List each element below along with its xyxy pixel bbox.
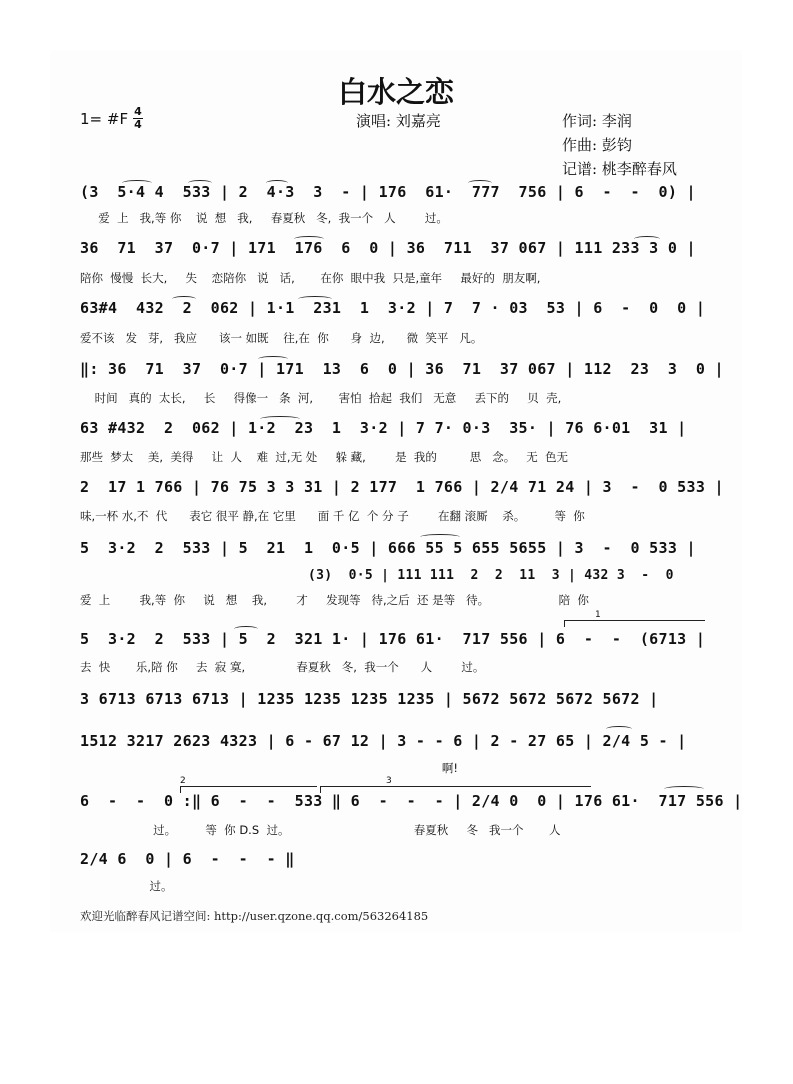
notation-line-11: 6 - - 0 :‖ 6 - - 533 ‖ 6 - - - | 2/4 0 0 | 176 61· 717 556 | (80, 792, 743, 810)
notation-line-1: (3 5·4 4 533 | 2 4·3 3 - | 176 61· 777 756 | 6 - - 0) | (80, 183, 696, 201)
slur-mark (420, 534, 460, 540)
slur-mark (606, 726, 632, 732)
slur-mark (172, 296, 196, 302)
singer-credit: 演唱: 刘嘉亮 (356, 112, 441, 130)
score-page (50, 50, 742, 932)
lyric-line-4: 时间 真的 太长, 长 得像一 条 河, 害怕 拾起 我们 无意 丢下的 贝 壳, (80, 391, 562, 405)
time-signature (133, 106, 143, 131)
notation-line-8: 5 3·2 2 533 | 5 2 321 1· | 176 61· 717 556 | 6 - - (6713 | (80, 630, 706, 648)
lyric-line-6: 味,一杯 水,不 代 表它 很平 静,在 它里 面 千 亿 个 分 子 在翻 滚厮 杀。 等 你 (80, 509, 585, 523)
notation-line-10: 1512 3217 2623 4323 | 6 - 67 12 | 3 - - 6 | 2 - 27 65 | 2/4 5 - | (80, 732, 687, 750)
lyric-line-5: 那些 梦太 美, 美得 让 人 难 过,无 处 躲 藏, 是 我的 思 念。 无 色无 (80, 450, 569, 464)
lyric-line-10: 啊! (80, 761, 459, 775)
footer-note: 欢迎光临醉春风记谱空间: http://user.qzone.qq.com/563264185 (80, 909, 429, 923)
notation-line-5: 63 #432 2 062 | 1·2 23 1 3·2 | 7 7· 0·3 35· | 76 6·01 31 | (80, 419, 687, 437)
lyric-line-8: 去 快 乐,陪 你 去 寂 寞, 春夏秋 冬, 我一个 人 过。 (80, 660, 485, 674)
slur-mark (468, 180, 492, 186)
transcriber-credit: 记谱: 桃李醉春风 (562, 160, 677, 178)
song-title: 白水之恋 (337, 75, 454, 109)
slur-mark (634, 236, 660, 242)
slur-mark (122, 180, 152, 186)
notation-line-2: 36 71 37 0·7 | 171 176 6 0 | 36 711 37 067 | 111 233 3 0 | (80, 239, 696, 257)
slur-mark (188, 180, 212, 186)
lyric-line-2: 陪你 慢慢 长大, 失 恋陪你 说 话, 在你 眼中我 只是,童年 最好的 朋友啊, (80, 271, 541, 285)
time-signature-top: 4 (134, 105, 142, 118)
time-signature-bottom: 4 (134, 118, 142, 131)
notation-line-4: ‖: 36 71 37 0·7 | 171 13 6 0 | 36 71 37 067 | 112 23 3 0 | (80, 360, 724, 378)
slur-mark (298, 296, 332, 302)
notation-line-7: 5 3·2 2 533 | 5 21 1 0·5 | 666 55 5 655 5655 | 3 - 0 533 | (80, 539, 696, 557)
slur-mark (664, 786, 704, 792)
lyric-line-3: 爱不该 发 芽, 我应 该一 如既 往,在 你 身 边, 微 笑平 凡。 (80, 331, 483, 345)
volta-label-1: 2 (180, 776, 186, 786)
lyric-line-11: 过。 等 你 D.S 过。 春夏秋 冬 我一个 人 (80, 823, 561, 837)
notation-line-6: 2 17 1 766 | 76 75 3 3 31 | 2 177 1 766 | 2/4 71 24 | 3 - 0 533 | (80, 478, 724, 496)
lyric-line-7: 爱 上 我,等 你 说 想 我, 才 发现等 待,之后 还 是等 待。 陪 你 (80, 593, 589, 607)
volta-bracket-1 (564, 620, 705, 627)
lyric-line-1: 爱 上 我,等 你 说 想 我, 春夏秋 冬, 我一个 人 过。 (80, 211, 448, 225)
notation-line-7-alternate: (3) 0·5 | 111 111 2 2 11 3 | 432 3 - 0 (308, 568, 674, 583)
composer-credit: 作曲: 彭钧 (562, 136, 632, 154)
notation-line-12: 2/4 6 0 | 6 - - - ‖ (80, 850, 295, 868)
lyric-line-12: 过。 (80, 879, 173, 893)
slur-mark (258, 356, 288, 362)
slur-mark (294, 236, 324, 242)
slur-mark (260, 416, 300, 422)
slur-mark (234, 626, 258, 632)
volta-label-2: 3 (386, 776, 392, 786)
key-signature: 1= #F (80, 110, 129, 128)
notation-line-9: 3 6713 6713 6713 | 1235 1235 1235 1235 | 5672 5672 5672 5672 | (80, 690, 659, 708)
slur-mark (266, 180, 288, 186)
notation-line-3: 63#4 432 2 062 | 1·1 231 1 3·2 | 7 7 · 03 53 | 6 - 0 0 | (80, 299, 706, 317)
lyricist-credit: 作词: 李润 (562, 112, 632, 130)
volta-label-0: 1 (595, 610, 601, 620)
